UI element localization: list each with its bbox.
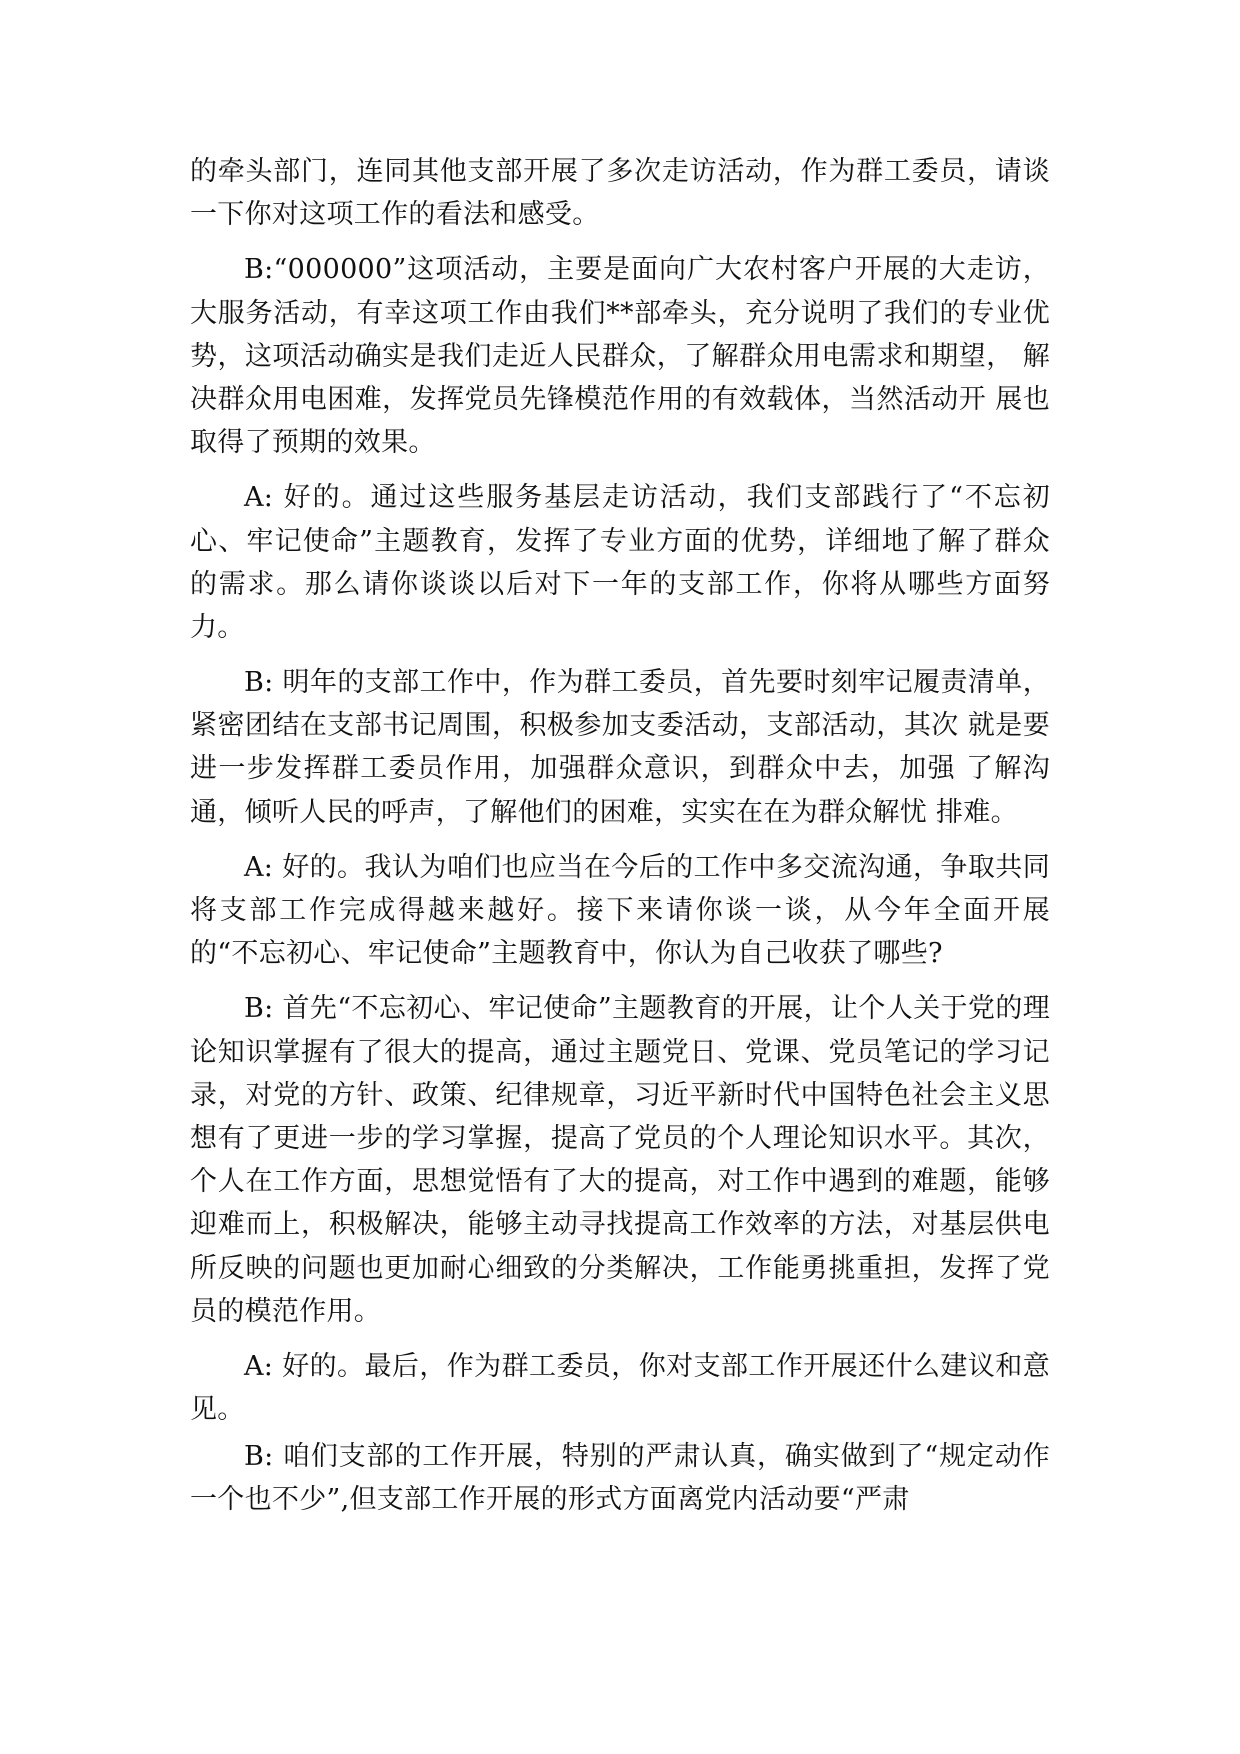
- paragraph-a-question-3: A: 好的。我认为咱们也应当在今后的工作中多交流沟通，争取共同将支部工作完成得越来越好。接下来请你谈一谈，从今年全面开展的“不忘初心、牢记使命”主题教育中，你认为自己收获了哪些?: [190, 851, 1050, 970]
- paragraph-a-question-4: A: 好的。最后，作为群工委员，你对支部工作开展还什么建议和意见。: [190, 1350, 1050, 1426]
- paragraph-continuation: 的牵头部门，连同其他支部开展了多次走访活动，作为群工委员，请谈一下你对这项工作的看法和感受。: [190, 156, 1050, 231]
- document-body: [190, 150, 1050, 1534]
- paragraph-b-answer-3: B: 首先“不忘初心、牢记使命”主题教育的开展，让个人关于党的理论知识掌握有了很大的提高，通过主题党日、党课、党员笔记的学习记录，对党的方针、政策、纪律规章，习近平新时代中国特色社会主义思想有了更进一步的学习掌握，提高了党员的个人理论知识水平。其次，个人在工作方面，思想觉悟有了大的提高，对工作中遇到的难题，能够迎难而上，积极解决，能够主动寻找提高工作效率的方法，对基层供电所反映的问题也更加耐心细致的分类解决，工作能勇挑重担，发挥了党员的模范作用。: [190, 993, 1050, 1327]
- paragraph-a-question-2: A: 好的。通过这些服务基层走访活动，我们支部践行了“不忘初心、牢记使命”主题教育，发挥了专业方面的优势，详细地了解了群众的需求。那么请你谈谈以后对下一年的支部工作，你将从哪些方面努力。: [190, 482, 1050, 643]
- paragraph-b-answer-1: B:“000000”这项活动，主要是面向广大农村客户开展的大走访，大服务活动，有幸这项工作由我们**部牵头，充分说明了我们的专业优势，这项活动确实是我们走近人民群众，了解群众用电需求和期望， 解决群众用电困难，发挥党员先锋模范作用的有效载体，当然活动开 展也取得了预期的效果。: [190, 254, 1050, 459]
- paragraph-b-answer-2: B: 明年的支部工作中，作为群工委员，首先要时刻牢记履责清单，紧密团结在支部书记周围，积极参加支委活动，支部活动，其次 就是要进一步发挥群工委员作用，加强群众意识，到群众中去，加强 了解沟通，倾听人民的呼声，了解他们的困难，实实在在为群众解忧 排难。: [190, 667, 1050, 828]
- paragraph-b-answer-4: B: 咱们支部的工作开展，特别的严肃认真，确实做到了“规定动作一个也不少”,但支部工作开展的形式方面离党内活动要“严肃: [190, 1441, 1050, 1516]
